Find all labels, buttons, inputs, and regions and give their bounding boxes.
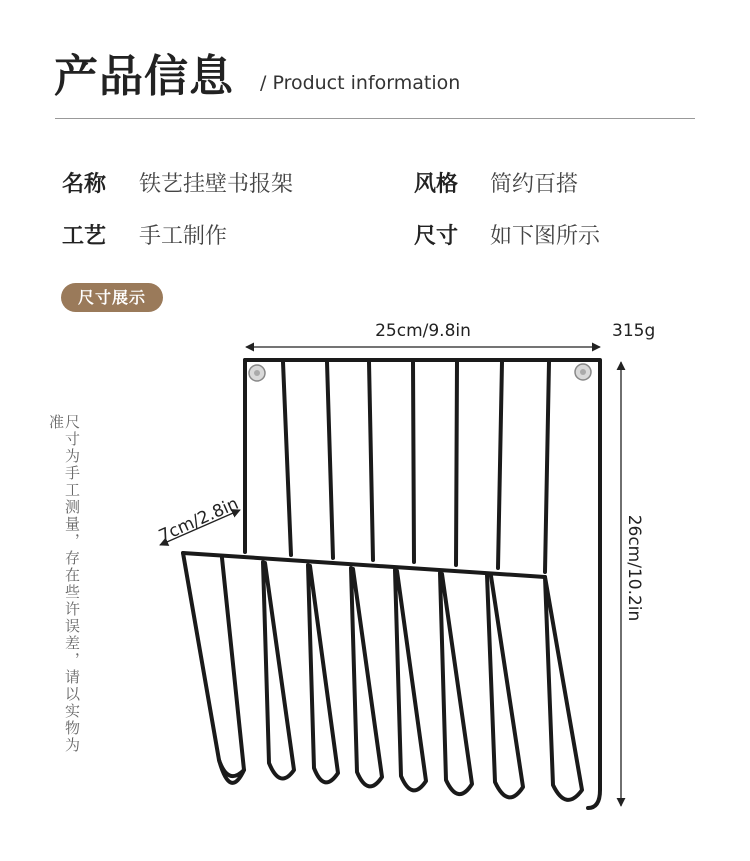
- height-label: 26cm/10.2in: [624, 514, 644, 622]
- spec-size-value: 如下图所示: [490, 224, 601, 249]
- height-dimension: [621, 362, 644, 806]
- weight-label: 315g: [612, 321, 656, 341]
- wall-mount-left: [249, 365, 265, 381]
- spec-style-label: 风格: [414, 172, 459, 197]
- spec-craft-label: 工艺: [62, 224, 107, 249]
- rack-front-basket: [183, 553, 582, 800]
- width-label: 25cm/9.8in: [375, 321, 471, 341]
- depth-dimension: [156, 494, 242, 547]
- spec-name-value: 铁艺挂壁书报架: [139, 172, 294, 197]
- depth-label: 7cm/2.8in: [155, 493, 242, 547]
- wall-mount-right: [575, 364, 591, 380]
- section-badge: 尺寸展示: [61, 283, 163, 312]
- spec-name-label: 名称: [62, 172, 107, 197]
- spec-craft-value: 手工制作: [139, 224, 228, 249]
- page-title: 产品信息: [54, 51, 234, 102]
- spec-size-label: 尺寸: [414, 224, 459, 249]
- spec-style-value: 简约百搭: [490, 172, 579, 197]
- measurement-note: 尺寸为手工测量，存在些许误差，请以实物为准: [47, 414, 81, 754]
- page-subtitle: / Product information: [260, 72, 461, 94]
- width-dimension: [246, 321, 600, 347]
